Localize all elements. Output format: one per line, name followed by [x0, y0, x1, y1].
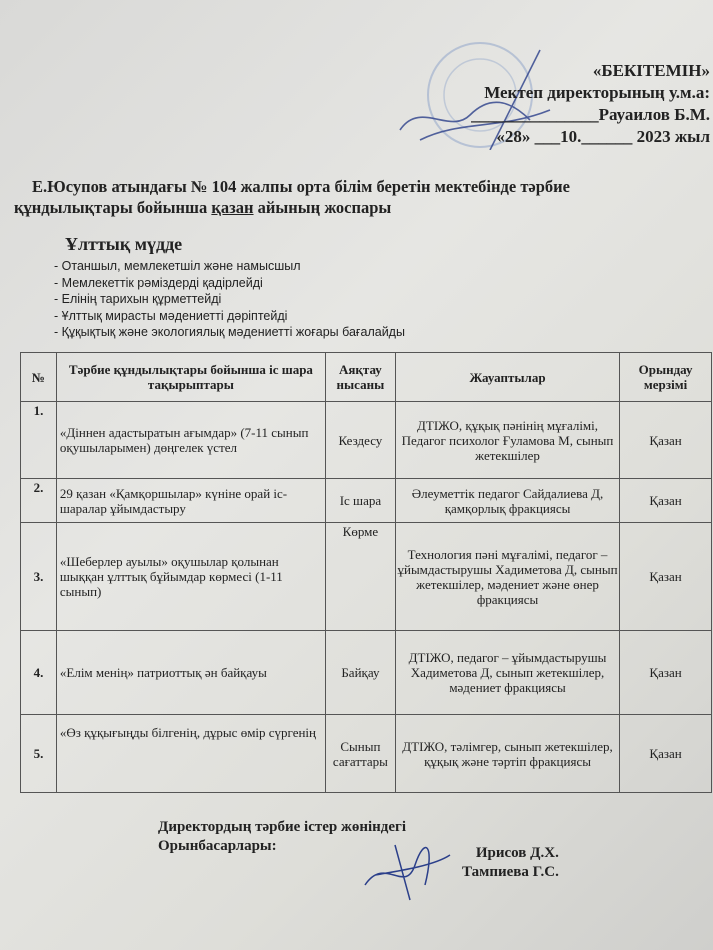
- table-row: [21, 402, 712, 479]
- row-number: 5.: [21, 715, 57, 793]
- row-form: Сынып сағаттары: [325, 715, 395, 793]
- footer-names: Ирисов Д.Х. Тампиева Г.С.: [462, 845, 559, 880]
- row-responsible: Әлеуметтік педагог Сайдалиева Д, қамқорлық фракциясы: [395, 479, 619, 523]
- row-form: Іс шара: [325, 479, 395, 523]
- row-responsible: Технология пәні мұғалімі, педагог –ұйымдастырушы Хадиметова Д, сынып жетекшілер, мәдениет және өнер фракциясы: [395, 523, 619, 631]
- header-form: Аяқтау нысаны: [325, 353, 395, 402]
- approval-date: «28» ___10.______ 2023 жыл: [496, 127, 710, 146]
- footer-signatory: Директордың тәрбие істер жөніндегі Орынбасарлары:: [158, 819, 407, 854]
- row-number: 3.: [21, 523, 57, 631]
- title-month: қазан: [211, 198, 254, 217]
- row-form: Байқау: [325, 631, 395, 715]
- row-topic: «Елім менің» патриоттық ән байқауы: [56, 631, 325, 715]
- row-term: Қазан: [620, 523, 712, 631]
- row-number: 4.: [21, 631, 57, 715]
- row-topic: 29 қазан «Қамқоршылар» күніне орай іс-шаралар ұйымдастыру: [56, 479, 325, 523]
- list-item: - Мемлекеттік рәміздерді қадірлейді: [54, 275, 263, 290]
- table-row: [21, 631, 712, 715]
- table-row: [21, 479, 712, 523]
- approval-position: Мектеп директорының у.м.а:: [484, 83, 710, 102]
- approval-heading: «БЕКІТЕМІН»: [592, 61, 710, 80]
- row-responsible: ДТІЖО, педагог – ұйымдастырушы Хадиметова Д, сынып жетекшілер, мәдениет фракциясы: [395, 631, 619, 715]
- row-responsible: ДТІЖО, құқық пәнінің мұғалімі, Педагог психолог Ғуламова М, сынып жетекшілер: [395, 402, 619, 479]
- values-list: [54, 258, 405, 341]
- header-term: Орындау мерзімі: [620, 353, 712, 402]
- row-term: Қазан: [620, 402, 712, 479]
- list-item: - Отаншыл, мемлекетшіл және намысшыл: [54, 259, 301, 273]
- row-number: 1.: [21, 402, 57, 479]
- row-term: Қазан: [620, 631, 712, 715]
- approval-block: [440, 60, 710, 148]
- list-item: - Ұлттық мирасты мәдениетті дәріптейді: [54, 308, 288, 323]
- row-topic: «Діннен адастыратын ағымдар» (7-11 сынып оқушыларымен) дөңгелек үстел: [56, 402, 325, 479]
- row-form: Кездесу: [325, 402, 395, 479]
- table-row: [21, 715, 712, 793]
- row-responsible: ДТІЖО, тәлімгер, сынып жетекшілер, құқық және тәртіп фракциясы: [395, 715, 619, 793]
- row-topic: «Өз құқығыңды білгенің, дұрыс өмір сүргенің: [56, 715, 325, 793]
- table-row: [21, 523, 712, 631]
- section-title: Ұлттық мүдде: [65, 234, 183, 254]
- header-topic: Тәрбие құндылықтары бойынша іс шара тақырыптары: [56, 353, 325, 402]
- list-item: - Құқықтық және экологиялық мәдениетті жоғары бағалайды: [54, 325, 405, 339]
- row-term: Қазан: [620, 715, 712, 793]
- row-term: Қазан: [620, 479, 712, 523]
- row-topic: «Шеберлер ауылы» оқушылар қолынан шыққан ұлттық бұйымдар көрмесі (1-11 сынып): [56, 523, 325, 631]
- header-number: №: [21, 353, 57, 402]
- approval-name: _______________Рауаилов Б.М.: [471, 105, 710, 124]
- row-form: Көрме: [325, 523, 395, 631]
- document-title: Е.Юсупов атындағы № 104 жалпы орта білім беретін мектебінде тәрбие құндылықтары бойынша қазан айының жоспары: [14, 177, 570, 217]
- list-item: - Елінің тарихын құрметтейді: [54, 292, 222, 306]
- plan-table: [20, 352, 712, 793]
- header-responsible: Жауаптылар: [395, 353, 619, 402]
- row-number: 2.: [21, 479, 57, 523]
- signature: [355, 835, 455, 905]
- table-header: [21, 353, 712, 402]
